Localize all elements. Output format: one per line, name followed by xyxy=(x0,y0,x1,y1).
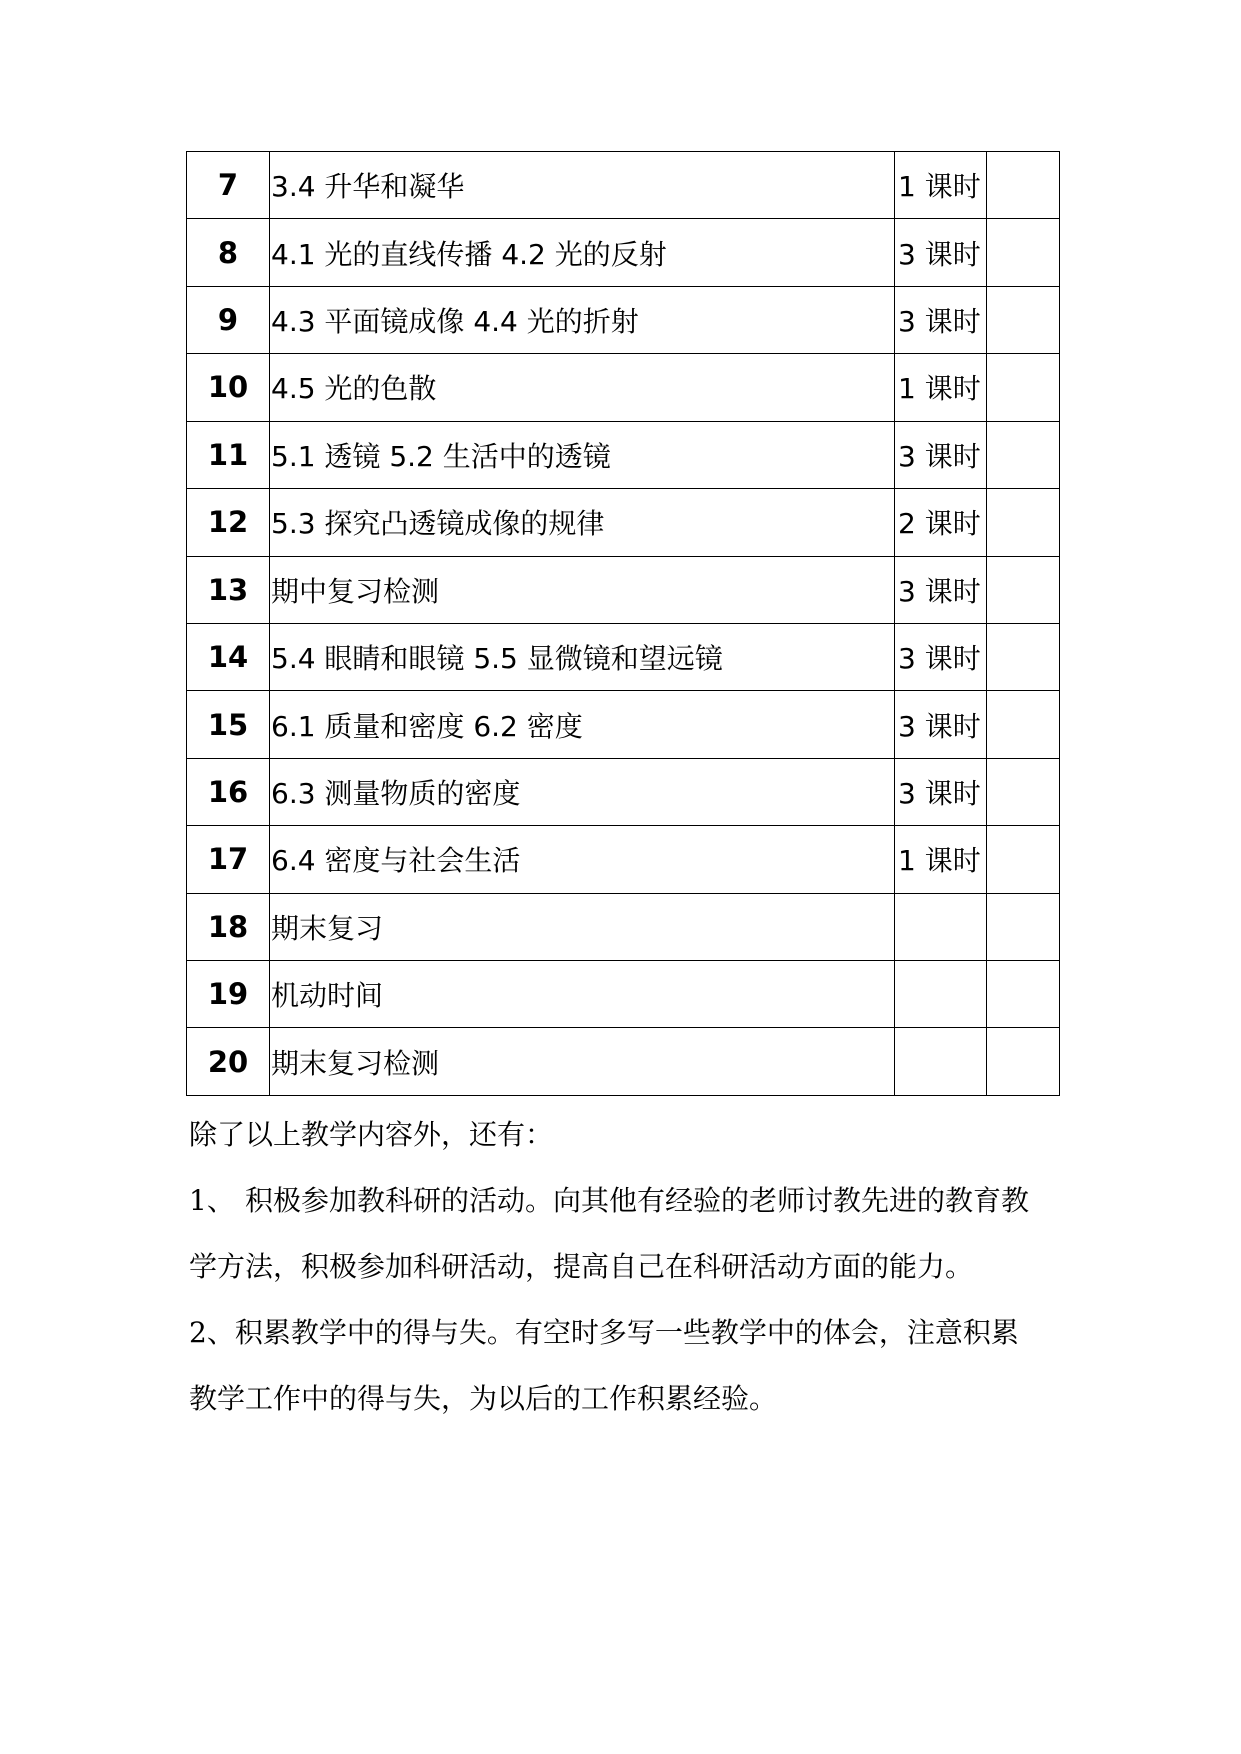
week-cell: 7 xyxy=(187,152,270,219)
note-cell xyxy=(987,1028,1060,1096)
hours-cell: 3 课时 xyxy=(895,286,987,353)
hours-cell xyxy=(895,961,987,1028)
content-cell: 4.5 光的色散 xyxy=(270,354,895,421)
note-item-2-line-2: 教学工作中的得与失，为以后的工作积累经验。 xyxy=(189,1382,778,1415)
note-cell xyxy=(987,489,1060,556)
content-cell: 期中复习检测 xyxy=(270,556,895,623)
note-item-1-number: 1、 xyxy=(189,1184,235,1217)
note-cell xyxy=(987,758,1060,825)
week-cell: 17 xyxy=(187,826,270,893)
note-cell xyxy=(987,286,1060,353)
week-cell: 20 xyxy=(187,1028,270,1096)
content-cell: 4.1 光的直线传播 4.2 光的反射 xyxy=(270,219,895,286)
schedule-table xyxy=(186,151,1060,1096)
week-cell: 15 xyxy=(187,691,270,758)
hours-cell: 3 课时 xyxy=(895,758,987,825)
hours-cell: 1 课时 xyxy=(895,826,987,893)
note-cell xyxy=(987,556,1060,623)
week-cell: 13 xyxy=(187,556,270,623)
hours-cell: 3 课时 xyxy=(895,421,987,488)
table-row xyxy=(187,758,1060,825)
table-row xyxy=(187,1028,1060,1096)
table-row xyxy=(187,893,1060,960)
table-row xyxy=(187,489,1060,556)
table-row xyxy=(187,354,1060,421)
content-cell: 6.4 密度与社会生活 xyxy=(270,826,895,893)
table-row xyxy=(187,286,1060,353)
week-cell: 18 xyxy=(187,893,270,960)
note-cell xyxy=(987,152,1060,219)
hours-cell: 3 课时 xyxy=(895,691,987,758)
content-cell: 期末复习 xyxy=(270,893,895,960)
content-cell: 6.3 测量物质的密度 xyxy=(270,758,895,825)
hours-cell: 1 课时 xyxy=(895,152,987,219)
note-item-2-line-1: 2、积累教学中的得与失。有空时多写一些教学中的体会，注意积累 xyxy=(189,1316,1019,1349)
notes-section xyxy=(189,1102,1069,1432)
notes-intro: 除了以上教学内容外，还有： xyxy=(189,1118,554,1151)
week-cell: 12 xyxy=(187,489,270,556)
table-row xyxy=(187,421,1060,488)
week-cell: 10 xyxy=(187,354,270,421)
week-cell: 16 xyxy=(187,758,270,825)
table-row xyxy=(187,691,1060,758)
note-cell xyxy=(987,219,1060,286)
content-cell: 机动时间 xyxy=(270,961,895,1028)
schedule-body xyxy=(187,152,1060,1096)
note-item-1 xyxy=(189,1168,1069,1234)
content-cell: 5.1 透镜 5.2 生活中的透镜 xyxy=(270,421,895,488)
note-cell xyxy=(987,961,1060,1028)
content-cell: 期末复习检测 xyxy=(270,1028,895,1096)
note-cell xyxy=(987,691,1060,758)
content-cell: 4.3 平面镜成像 4.4 光的折射 xyxy=(270,286,895,353)
hours-cell: 3 课时 xyxy=(895,219,987,286)
note-cell xyxy=(987,421,1060,488)
content-cell: 3.4 升华和凝华 xyxy=(270,152,895,219)
table-row xyxy=(187,152,1060,219)
table-row xyxy=(187,623,1060,690)
table-row xyxy=(187,826,1060,893)
note-cell xyxy=(987,893,1060,960)
table-row xyxy=(187,556,1060,623)
content-cell: 5.3 探究凸透镜成像的规律 xyxy=(270,489,895,556)
content-cell: 6.1 质量和密度 6.2 密度 xyxy=(270,691,895,758)
table-row xyxy=(187,219,1060,286)
table-row xyxy=(187,961,1060,1028)
note-item-1-line-2: 学方法，积极参加科研活动，提高自己在科研活动方面的能力。 xyxy=(189,1250,974,1283)
note-cell xyxy=(987,623,1060,690)
week-cell: 19 xyxy=(187,961,270,1028)
hours-cell xyxy=(895,893,987,960)
week-cell: 9 xyxy=(187,286,270,353)
content-cell: 5.4 眼睛和眼镜 5.5 显微镜和望远镜 xyxy=(270,623,895,690)
note-cell xyxy=(987,826,1060,893)
note-item-1-line-1: 积极参加教科研的活动。向其他有经验的老师讨教先进的教育教 xyxy=(245,1184,1030,1217)
hours-cell xyxy=(895,1028,987,1096)
hours-cell: 3 课时 xyxy=(895,556,987,623)
week-cell: 8 xyxy=(187,219,270,286)
hours-cell: 1 课时 xyxy=(895,354,987,421)
note-cell xyxy=(987,354,1060,421)
week-cell: 14 xyxy=(187,623,270,690)
hours-cell: 2 课时 xyxy=(895,489,987,556)
week-cell: 11 xyxy=(187,421,270,488)
hours-cell: 3 课时 xyxy=(895,623,987,690)
